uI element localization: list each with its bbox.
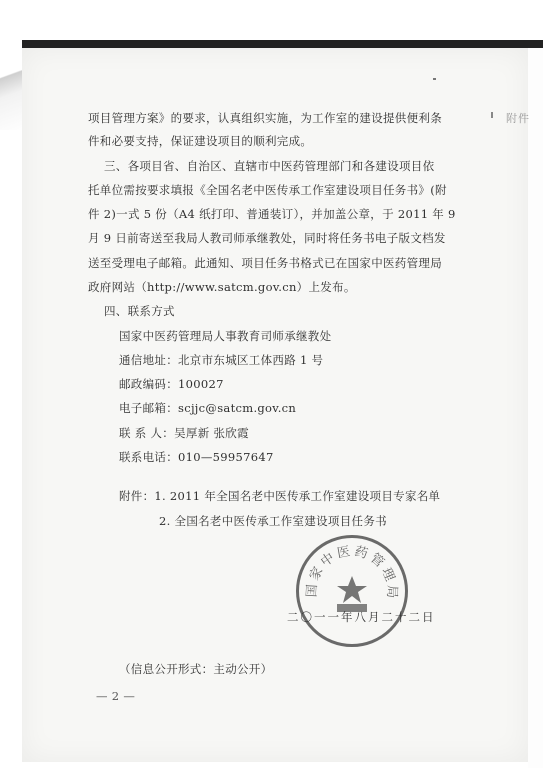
contact-persons: 联 系 人：吴厚新 张欣霞	[119, 426, 249, 440]
attachment-item-2: 2. 全国名老中医传承工作室建设项目任务书	[159, 514, 387, 528]
attachment-item-1: 附件：1. 2011 年全国名老中医传承工作室建设项目专家名单	[119, 489, 441, 503]
body-line-8: 政府网站（http://www.satcm.gov.cn）上发布。	[88, 280, 356, 294]
body-line-2: 件和必要支持，保证建设项目的顺利完成。	[88, 134, 313, 148]
scan-mark	[491, 112, 493, 118]
seal-star-icon	[337, 576, 367, 603]
contact-org: 国家中医药管理局人事教育司师承继教处	[119, 329, 332, 343]
contact-heading: 四、联系方式	[104, 304, 175, 318]
disclosure-note: （信息公开形式：主动公开）	[119, 662, 273, 676]
contact-email: 电子邮箱：scjjc@satcm.gov.cn	[119, 401, 297, 415]
body-line-4: 托单位需按要求填报《全国名老中医传承工作室建设项目任务书》(附	[88, 183, 447, 197]
issue-date: 二〇一一年八月二十二日	[287, 610, 436, 624]
page-number: — 2 —	[96, 689, 136, 703]
scan-right-edge	[528, 48, 543, 768]
body-line-7: 送至受理电子邮箱。此通知、项目任务书格式已在国家中医药管理局	[88, 256, 442, 270]
seal-emblem	[299, 538, 405, 644]
body-line-3: 三、各项目省、自治区、直辖市中医药管理部门和各建设项目依	[104, 159, 435, 173]
official-seal	[296, 535, 408, 647]
body-line-6: 月 9 日前寄送至我局人教司师承继教处，同时将任务书电子版文档发	[88, 231, 446, 245]
seal-text: 国家中医药管理局	[304, 543, 400, 602]
contact-phone: 联系电话：010—59957647	[119, 450, 274, 464]
side-attachment-label: 附件	[506, 112, 530, 125]
scan-speck	[433, 78, 436, 80]
contact-address: 通信地址：北京市东城区工体西路 1 号	[119, 353, 324, 367]
body-line-1: 项目管理方案》的要求，认真组织实施，为工作室的建设提供便利条	[88, 111, 442, 125]
contact-postcode: 邮政编码：100027	[119, 377, 224, 391]
body-line-5: 件 2)一式 5 份（A4 纸打印、普通装订），并加盖公章，于 2011 年 9	[88, 207, 456, 221]
